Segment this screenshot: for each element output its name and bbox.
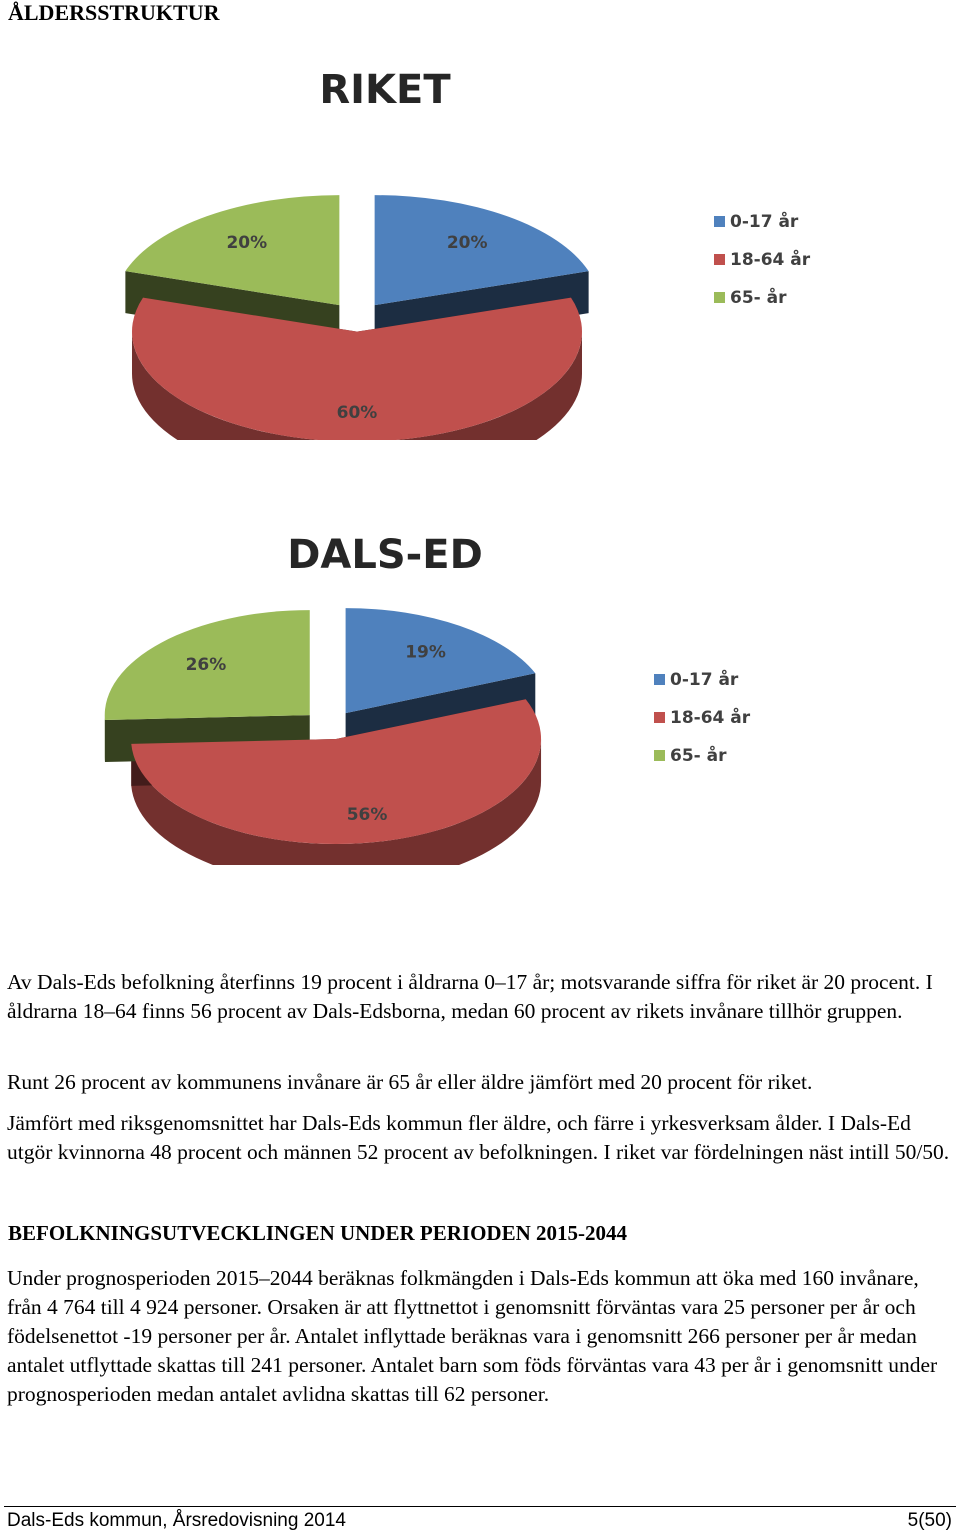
- chart-title: DALS-ED: [287, 532, 483, 578]
- legend-label: 18-64 år: [730, 250, 811, 270]
- legend-swatch: [714, 216, 725, 227]
- data-label: 20%: [446, 233, 488, 254]
- paragraph: Runt 26 procent av kommunens invånare är 65 år eller äldre jämfört med 20 procent för riket.: [7, 1070, 813, 1094]
- legend-swatch: [714, 254, 725, 265]
- subheading: BEFOLKNINGSUTVECKLINGEN UNDER PERIODEN 2015-2044: [8, 1221, 627, 1245]
- legend-label: 18-64 år: [670, 708, 751, 728]
- footer-title: Dals-Eds kommun, Årsredovisning 2014: [7, 1510, 346, 1531]
- footer-divider: [4, 1506, 956, 1507]
- paragraph: Under prognosperioden 2015–2044 beräknas folkmängden i Dals-Eds kommun att öka med 160 invånare, från 4 764 till 4 924 personer. Orsaken är att flyttnettot i genomsnitt förväntas vara 25 personer per år och födelsenettot -19 personer per år. Antalet inflyttade beräknas vara i genomsnitt 266 personer per år medan antalet utflyttade skattas till 241 personer. Antalet barn som föds förväntas vara 43 per år i genomsnitt under prognosperioden medan antalet avlidna skattas till 62 personer.: [7, 1266, 938, 1406]
- legend-label: 65- år: [670, 746, 727, 766]
- legend-swatch: [654, 712, 665, 723]
- data-label: 19%: [405, 642, 446, 663]
- legend-label: 65- år: [730, 288, 787, 308]
- paragraph: Av Dals-Eds befolkning återfinns 19 procent i åldrarna 0–17 år; motsvarande siffra för riket är 20 procent. I åldrarna 18–64 finns 56 procent av Dals-Edsborna, medan 60 procent av rikets invånare tillhör gruppen.: [7, 970, 933, 1023]
- data-label: 20%: [226, 233, 268, 254]
- pie-chart-dals-ed: [0, 520, 960, 865]
- legend-swatch: [654, 674, 665, 685]
- data-label: 56%: [346, 804, 388, 825]
- section-heading: ÅLDERSSTRUKTUR: [8, 0, 220, 25]
- data-label: 60%: [336, 402, 378, 423]
- paragraph: Jämfört med riksgenomsnittet har Dals-Eds kommun fler äldre, och färre i yrkesverksam ålder. I Dals-Ed utgör kvinnorna 48 procent och männen 52 procent av befolkningen. I riket var fördelningen näst intill 50/50.: [7, 1111, 950, 1164]
- chart-title: RIKET: [319, 67, 451, 113]
- legend-swatch: [654, 750, 665, 761]
- legend-label: 0-17 år: [670, 670, 739, 690]
- data-label: 26%: [185, 654, 227, 675]
- pie-chart-riket: [0, 55, 960, 440]
- page-number: 5(50): [907, 1510, 952, 1531]
- legend-swatch: [714, 292, 725, 303]
- legend-label: 0-17 år: [730, 212, 799, 232]
